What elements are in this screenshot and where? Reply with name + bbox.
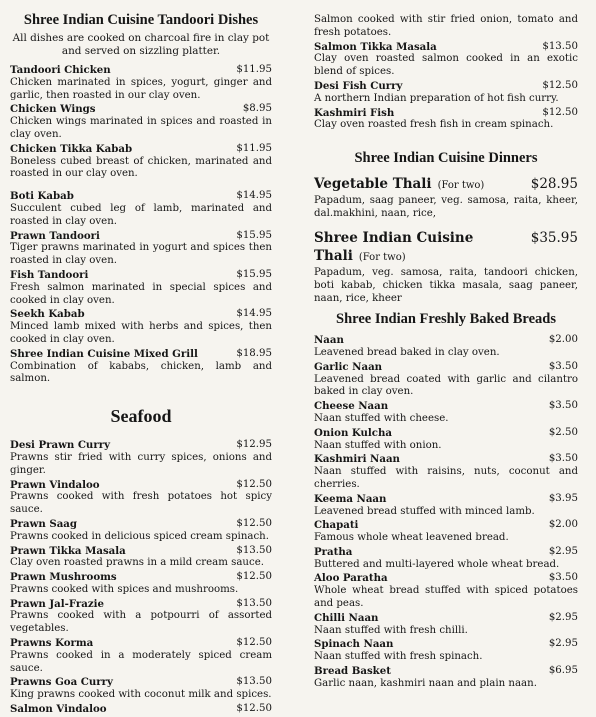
- menu-item-price: $13.50: [236, 597, 272, 609]
- menu-item: [314, 638, 578, 664]
- menu-item-title-group: [10, 479, 100, 492]
- menu-item-header: [314, 334, 578, 347]
- menu-item-price: $12.50: [236, 703, 272, 715]
- menu-item-description: Clay oven roasted fresh fish in cream spinach.: [314, 119, 554, 131]
- menu-item-description: Succulent cubed leg of lamb, marinated and roasted in clay oven.: [10, 202, 272, 227]
- menu-item-price: $12.50: [236, 571, 272, 583]
- menu-item-header: [10, 64, 272, 77]
- menu-item-price: $2.95: [548, 611, 578, 623]
- menu-item: [314, 361, 578, 399]
- menu-item-title-group: [314, 638, 393, 651]
- menu-item-header: [314, 107, 578, 120]
- menu-item-description: Prawns cooked in a moderately spiced cream sauce.: [10, 649, 272, 674]
- menu-item-name: Prawn Mushrooms: [10, 571, 117, 584]
- menu-item-name: Garlic Naan: [314, 360, 383, 373]
- menu-item: [314, 493, 578, 519]
- menu-item-title-group: [314, 665, 391, 678]
- menu-item-header: [10, 143, 272, 156]
- menu-item-title-group: [10, 308, 85, 321]
- menu-item-header: [10, 598, 272, 611]
- menu-item: [10, 143, 272, 181]
- menu-item-header: [10, 479, 272, 492]
- menu-item-description: Leavened bread coated with garlic and cilantro baked in clay oven.: [314, 373, 578, 398]
- menu-item-header: [314, 427, 578, 440]
- menu-item-description: Clay oven roasted salmon cooked in an exotic blend of spices.: [314, 53, 578, 78]
- menu-item-header: [314, 80, 578, 93]
- menu-item-name: Prawn Jal-Frazie: [10, 597, 105, 610]
- menu-item-title-group: [314, 107, 394, 120]
- menu-item-price: $3.95: [548, 492, 578, 504]
- menu-item-title-group: [314, 519, 358, 532]
- menu-item-price: $12.50: [542, 79, 578, 91]
- menu-item: [10, 190, 272, 228]
- menu-item-description: Prawns cooked with fresh potatoes hot spicy sauce.: [10, 491, 272, 516]
- menu-item-name: Fish Tandoori: [10, 268, 89, 281]
- menu-item-price: $2.50: [548, 426, 578, 438]
- menu-item-header: [314, 572, 578, 585]
- menu-item: [314, 41, 578, 79]
- tandoori-list: [10, 64, 272, 386]
- menu-item-name: Keema Naan: [314, 492, 387, 505]
- menu-item-price: $3.50: [548, 453, 578, 465]
- menu-item-description: Prawns cooked in delicious spiced cream spinach.: [10, 530, 269, 542]
- menu-item: [10, 479, 272, 517]
- menu-item-description: Naan stuffed with cheese.: [314, 412, 449, 424]
- menu-item-name: Onion Kulcha: [314, 426, 393, 439]
- menu-item-description: Papadum, veg. samosa, raita, tandoori chicken, boti kabab, chicken tikka masala, saag paneer, naan, rice, kheer: [314, 267, 578, 304]
- menu-item-header: [314, 519, 578, 532]
- menu-item-description: A northern Indian preparation of hot fish curry.: [314, 92, 559, 104]
- menu-item: [10, 545, 272, 571]
- menu-item-header: [10, 190, 272, 203]
- menu-item-header: [10, 103, 272, 116]
- menu-item-price: $3.50: [548, 400, 578, 412]
- menu-item: [314, 546, 578, 572]
- menu-item-header: [314, 41, 578, 54]
- menu-item-description: Tiger prawns marinated in yogurt and spices then roasted in clay oven.: [10, 242, 272, 267]
- menu-item: [10, 637, 272, 675]
- menu-item-price: $12.50: [236, 478, 272, 490]
- menu-item-description: Famous whole wheat leavened bread.: [314, 532, 509, 544]
- left-column: [10, 0, 272, 717]
- menu-item-price: $14.95: [236, 308, 272, 320]
- menu-item-description: Leavened bread stuffed with minced lamb.: [314, 505, 535, 517]
- menu-item-title-group: [314, 427, 392, 440]
- menu-item-price: $3.50: [548, 360, 578, 372]
- menu-item-title-group: [10, 545, 126, 558]
- menu-item-price: $12.50: [236, 517, 272, 529]
- menu-item-price: $13.50: [542, 40, 578, 52]
- menu-item-name: Chapati: [314, 519, 359, 532]
- menu-item-price: $15.95: [236, 229, 272, 241]
- menu-item-name: Prawn Vindaloo: [10, 478, 100, 491]
- menu-item-description: Fresh salmon marinated in special spices and cooked in clay oven.: [10, 281, 272, 306]
- menu-item-name: Kashmiri Fish: [314, 106, 395, 119]
- menu-item-name: Seekh Kabab: [10, 308, 85, 321]
- menu-item: [314, 175, 578, 220]
- menu-item-name: Naan: [314, 334, 344, 347]
- menu-item-name: Shree Indian Cuisine Thali: [314, 230, 474, 265]
- menu-item-header: [10, 269, 272, 282]
- menu-item-name: Prawn Tandoori: [10, 229, 100, 242]
- menu-item-header: [10, 703, 272, 716]
- menu-item-header: [10, 230, 272, 243]
- menu-item-description: Whole wheat bread stuffed with spiced potatoes and peas.: [314, 585, 578, 610]
- menu-item-title-group: [10, 676, 113, 689]
- menu-item-price: $11.95: [236, 64, 272, 75]
- breads-heading: Shree Indian Freshly Baked Breads: [336, 311, 556, 328]
- menu-item-title-group: [314, 546, 352, 559]
- menu-item: [314, 427, 578, 453]
- menu-item-note: (For two): [358, 252, 406, 264]
- menu-item: [314, 519, 578, 545]
- salmon-vindaloo-desc: Salmon cooked with stir fried onion, tomato and fresh potatoes.: [314, 14, 578, 38]
- menu-item-price: $28.95: [530, 176, 578, 193]
- menu-item: [10, 64, 272, 102]
- menu-item-price: $12.50: [236, 637, 272, 649]
- menu-item: [314, 400, 578, 426]
- seafood-list: [10, 439, 272, 716]
- dinners-list: [314, 175, 578, 305]
- dinners-heading: Shree Indian Cuisine Dinners: [354, 150, 538, 167]
- menu-item: [10, 348, 272, 386]
- menu-item-note: (For two): [437, 180, 485, 192]
- menu-item-title-group: [314, 41, 437, 54]
- menu-item: [314, 80, 578, 106]
- menu-item-title-group: [10, 439, 110, 452]
- menu-item-description: Garlic naan, kashmiri naan and plain naan.: [314, 677, 537, 689]
- menu-item-name: Vegetable Thali: [314, 176, 432, 193]
- menu-item-description: Naan stuffed with raisins, nuts, coconut and cherries.: [314, 466, 578, 490]
- menu-item-name: Cheese Naan: [314, 400, 389, 413]
- menu-item-name: Chicken Tikka Kabab: [10, 142, 133, 155]
- menu-item: [10, 571, 272, 597]
- menu-item: [10, 103, 272, 141]
- menu-item-name: Chicken Wings: [10, 103, 96, 116]
- menu-item: [10, 308, 272, 346]
- menu-item-header: [10, 348, 272, 361]
- menu-item-header: [10, 571, 272, 584]
- menu-item-header: [314, 361, 578, 374]
- menu-item-title-group: [314, 453, 400, 466]
- menu-item-header: [10, 439, 272, 452]
- menu-item-title-group: [10, 103, 95, 116]
- menu-item-name: Prawn Tikka Masala: [10, 544, 126, 557]
- menu-item-header: [314, 612, 578, 625]
- menu-item-header: [314, 638, 578, 651]
- menu-item-name: Spinach Naan: [314, 638, 394, 651]
- menu-item-name: Tandoori Chicken: [10, 64, 111, 76]
- menu-item-description: Naan stuffed with fresh chilli.: [314, 624, 468, 636]
- menu-item-name: Shree Indian Cuisine Mixed Grill: [10, 347, 198, 360]
- menu-item-title-group: [314, 572, 388, 585]
- menu-item-title-group: [10, 598, 104, 611]
- menu-item-name: Kashmiri Naan: [314, 453, 400, 466]
- menu-item-description: Papadum, saag paneer, veg. samosa, raita, kheer, dal.makhini, naan, rice,: [314, 195, 578, 219]
- menu-item: [10, 230, 272, 268]
- menu-item-header: [314, 453, 578, 466]
- menu-item-title-group: [314, 612, 378, 625]
- menu-item-description: Prawns cooked with spices and mushrooms.: [10, 583, 239, 595]
- menu-item-title-group: [10, 703, 107, 716]
- menu-item-header: [10, 308, 272, 321]
- menu-item-name: Aloo Paratha: [314, 572, 388, 585]
- menu-item: [10, 703, 272, 716]
- menu-item-name: Salmon Tikka Masala: [314, 40, 437, 53]
- menu-item-description: Boneless cubed breast of chicken, marinated and roasted in our clay oven.: [10, 155, 272, 180]
- menu-item-name: Bread Basket: [314, 665, 391, 678]
- menu-item-title-group: [10, 348, 198, 361]
- menu-item-name: Prawns Goa Curry: [10, 676, 113, 689]
- menu-item-header: [314, 493, 578, 506]
- menu-item-price: $13.50: [236, 676, 272, 688]
- menu-item-price: $15.95: [236, 268, 272, 280]
- menu-item-description: Chicken marinated in spices, yogurt, ginger and garlic, then roasted in our clay oven.: [10, 76, 272, 101]
- menu-item-price: $3.50: [548, 572, 578, 584]
- menu-item-description: Prawns stir fried with curry spices, onions and ginger.: [10, 451, 272, 476]
- menu-item-description: King prawns cooked with coconut milk and spices.: [10, 689, 272, 701]
- menu-item-price: $13.50: [236, 544, 272, 556]
- menu-item-price: $11.95: [236, 142, 272, 154]
- menu-item-title-group: [314, 80, 402, 93]
- menu-item-price: $2.95: [548, 638, 578, 650]
- menu-item-title-group: [314, 334, 344, 347]
- right-column: [314, 0, 578, 692]
- menu-item-title-group: [314, 361, 382, 374]
- menu-item: [10, 439, 272, 477]
- menu-item-price: $8.95: [242, 103, 272, 115]
- tandoori-subtitle: All dishes are cooked on charcoal fire in clay pot and served on sizzling platter.: [12, 32, 270, 57]
- menu-item-price: $2.95: [548, 545, 578, 557]
- menu-item-price: $14.95: [236, 190, 272, 202]
- menu-item-price: $2.00: [548, 519, 578, 531]
- menu-item-price: $12.50: [542, 106, 578, 118]
- menu-item: [10, 676, 272, 702]
- seafood-heading: Seafood: [110, 406, 172, 427]
- menu-item-header: [314, 546, 578, 559]
- menu-item-price: $6.95: [548, 665, 578, 677]
- menu-item-price: $35.95: [530, 230, 578, 247]
- menu-item-name: Pratha: [314, 545, 353, 558]
- menu-item-header: [314, 665, 578, 678]
- menu-item-title-group: [314, 493, 386, 506]
- menu-item-header: [10, 518, 272, 531]
- menu-item-header: [10, 637, 272, 650]
- menu-item-title-group: [10, 143, 132, 156]
- menu-item-description: Combination of kababs, chicken, lamb and salmon.: [10, 360, 272, 385]
- menu-item: [314, 107, 578, 133]
- menu-item-price: $2.00: [548, 334, 578, 346]
- menu-item-header: [10, 676, 272, 689]
- menu-item-title-group: [10, 269, 88, 282]
- menu-item-description: Leavened bread baked in clay oven.: [314, 346, 500, 358]
- menu-item: [314, 572, 578, 610]
- menu-item-description: Naan stuffed with fresh spinach.: [314, 651, 483, 663]
- menu-item-title-group: [10, 230, 100, 243]
- menu-item-description: Chicken wings marinated in spices and roasted in clay oven.: [10, 116, 272, 140]
- menu-item: [314, 453, 578, 491]
- menu-item-description: Buttered and multi-layered whole wheat bread.: [314, 558, 560, 570]
- menu-item: [314, 665, 578, 691]
- menu-item: [10, 518, 272, 544]
- menu-item-name: Desi Prawn Curry: [10, 439, 110, 452]
- menu-item-title-group: [314, 400, 388, 413]
- menu-item-description: Minced lamb mixed with herbs and spices, then cooked in clay oven.: [10, 321, 272, 345]
- menu-item-title-group: [10, 518, 77, 531]
- menu-item-title-group: [10, 190, 74, 203]
- menu-item-name: Boti Kabab: [10, 190, 74, 203]
- breads-list: [314, 334, 578, 691]
- menu-item-header: [314, 229, 578, 267]
- menu-item-title-group: [10, 637, 93, 650]
- tandoori-heading: Shree Indian Cuisine Tandoori Dishes: [23, 12, 259, 28]
- menu-item-name: Salmon Vindaloo: [10, 703, 107, 716]
- menu-item: [314, 612, 578, 638]
- menu-item-description: Prawns cooked with a potpourri of assorted vegetables.: [10, 610, 272, 635]
- menu-item-title-group: [10, 64, 111, 77]
- menu-item-header: [314, 400, 578, 413]
- menu-item-name: Chilli Naan: [314, 611, 379, 624]
- menu-item-name: Prawns Korma: [10, 637, 94, 650]
- menu-item-title-group: [10, 571, 117, 584]
- menu-item-price: $18.95: [236, 347, 272, 359]
- menu-item-name: Desi Fish Curry: [314, 79, 403, 92]
- menu-item: [10, 269, 272, 307]
- menu-item-header: [10, 545, 272, 558]
- menu-item-header: [314, 175, 578, 195]
- menu-item-name: Prawn Saag: [10, 517, 78, 530]
- menu-item: [314, 334, 578, 360]
- menu-item-description: Naan stuffed with onion.: [314, 439, 442, 451]
- menu-item-price: $12.95: [236, 439, 272, 451]
- seafood-continued-list: [314, 41, 578, 133]
- menu-item: [314, 229, 578, 305]
- menu-item-title-group: [314, 229, 531, 267]
- menu-item-description: Clay oven roasted prawns in a mild cream sauce.: [10, 557, 264, 569]
- menu-item: [10, 598, 272, 636]
- menu-item-title-group: [314, 175, 484, 195]
